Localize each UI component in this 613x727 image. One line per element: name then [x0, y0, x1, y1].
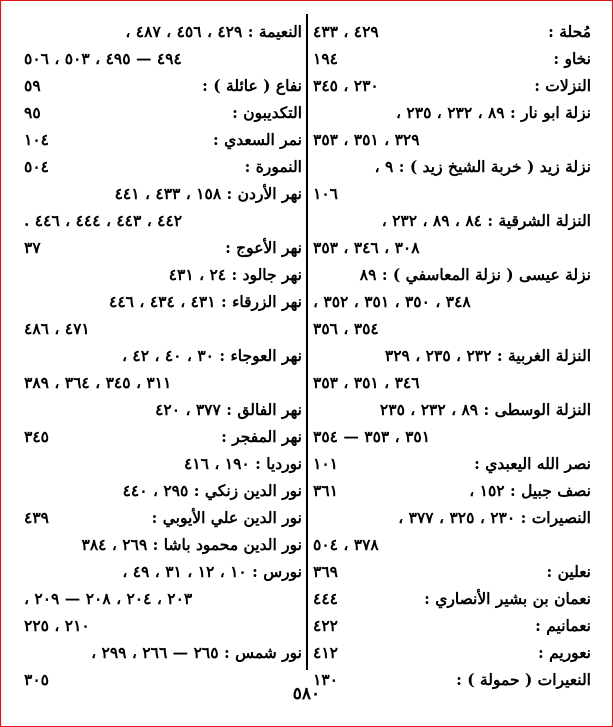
entry-heading: نعلين : [546, 562, 591, 581]
entry-heading: نعوريم : [537, 643, 591, 662]
entry-page-numbers: ٣٤٥ [24, 427, 49, 446]
entry-page-numbers: ٤٢٢ [313, 616, 338, 635]
entry-heading: نصف جبيل : ١٥٢ ، [469, 481, 591, 500]
index-continuation-line: ١٠٦ [313, 184, 338, 203]
entry-heading: نور الدين زنكي : ٢٩٥ ، ٤٤٠ [122, 481, 302, 500]
entry-heading: نمر السعدي : [213, 130, 302, 149]
entry-heading: نور الدين علي الأيوبي : [151, 508, 302, 527]
entry-page-numbers: ٢٣٠ ، ٣٤٥ [313, 76, 379, 95]
index-entry [24, 180, 302, 207]
entry-page-numbers: ٥٠٤ [24, 157, 49, 176]
index-entry [313, 450, 591, 477]
index-continuation-line: ٣٠٨ ، ٣٤٦ ، ٣٥٣ [313, 238, 420, 257]
index-continuation-line: ٣٧٨ ، ٥٠٤ [313, 535, 379, 554]
index-entry [24, 72, 302, 99]
index-entry [313, 45, 591, 72]
index-continuation-line: ٣٠٥ [24, 670, 49, 689]
index-entry [24, 342, 302, 369]
index-entry [24, 531, 302, 558]
index-entry [24, 288, 302, 315]
entry-heading: نهر الزرقاء : ٤٣١ ، ٤٣٤ ، ٤٤٦ [109, 292, 302, 311]
entry-page-numbers: ١٩٤ [313, 49, 338, 68]
entry-heading: النزلة الغربية : ٢٣٢ ، ٢٣٥ ، ٣٢٩ [384, 346, 591, 365]
entry-heading: النصيرات : ٢٣٠ ، ٣٢٥ ، ٣٧٧ ، [398, 508, 591, 527]
entry-heading: النزلة الوسطى : ٨٩ ، ٢٣٢ ، ٢٣٥ [379, 400, 591, 419]
index-entry [24, 126, 302, 153]
entry-heading: نخاو : [553, 49, 591, 68]
index-entry [313, 99, 591, 126]
entry-heading: نزلة ابو نار : ٨٩ ، ٢٣٢ ، ٢٣٥ ، [396, 103, 591, 122]
index-entry [24, 423, 302, 450]
entry-heading: التكديبون : [232, 103, 302, 122]
entry-heading: النزلات : [534, 76, 591, 95]
index-continuation-line: ٣٤٨ ، ٣٥٠ ، ٣٥١ ، ٣٥٢ ، [313, 292, 471, 311]
page-number: ٥٨٠ [292, 684, 321, 704]
entry-heading: النمورة : [244, 157, 302, 176]
entry-page-numbers: ٣٦٩ [313, 562, 338, 581]
entry-page-numbers: ١٠٤ [24, 130, 49, 149]
index-continuation-line: ٣٤٦ ، ٣٥١ ، ٣٥٣ [313, 373, 420, 392]
column-divider [306, 14, 308, 670]
index-entry [313, 504, 591, 531]
entry-page-numbers: ٤١٢ [313, 643, 338, 662]
entry-heading: نور الدين محمود باشا : ٢٦٩ ، ٣٨٤ [81, 535, 302, 554]
index-entry [313, 585, 591, 612]
entry-page-numbers: ٤٤٤ [313, 589, 338, 608]
index-entry [24, 261, 302, 288]
index-continuation-line: ٣٥١ ، ٣٥٣ — ٣٥٤ [313, 427, 431, 446]
index-entry [313, 396, 591, 423]
index-continuation-line: ٣٢٩ ، ٣٥١ ، ٣٥٣ [313, 130, 420, 149]
entry-heading: نهر الأعوج : [225, 238, 302, 257]
index-entry [313, 153, 591, 180]
index-continuation-line: ٤٧١ ، ٤٨٦ [24, 319, 90, 338]
index-entry [313, 477, 591, 504]
entry-page-numbers: ٤٢٩ ، ٤٣٣ [313, 22, 379, 41]
entry-heading: نزلة عيسى ( نزلة المعاسفي ) : ٨٩ [359, 265, 591, 284]
index-continuation-line: ٤٤٢ ، ٤٤٣ ، ٤٤٤ ، ٤٤٦ . [24, 211, 183, 230]
entry-heading: نزلة زيد ( خربة الشيخ زيد ) : ٩ ، [374, 157, 591, 176]
entry-heading: نهر الفالق : ٣٧٧ ، ٤٢٠ [155, 400, 302, 419]
index-entry [24, 558, 302, 585]
index-entry [313, 612, 591, 639]
entry-heading: نعمانيم : [535, 616, 591, 635]
index-continuation-line: ٢١٠ ، ٢٢٥ [24, 616, 90, 635]
entry-heading: نصر الله اليعبدي : [474, 454, 591, 473]
index-entry [313, 558, 591, 585]
index-entry [313, 261, 591, 288]
index-entry [313, 207, 591, 234]
index-continuation-line: ٣٥٤ ، ٣٥٦ [313, 319, 379, 338]
index-entry [24, 450, 302, 477]
index-entry [313, 342, 591, 369]
entry-heading: نهر المفجر : [221, 427, 302, 446]
entry-heading: نفاع ( عائلة ) : [202, 76, 302, 95]
index-continuation-line: ٣١١ ، ٣٤٥ ، ٣٦٤ ، ٣٨٩ [24, 373, 172, 392]
index-column-right [313, 18, 591, 693]
entry-page-numbers: ١٠١ [313, 454, 338, 473]
entry-heading: نهر الأردن : ١٥٨ ، ٤٣٣ ، ٤٤١ [114, 184, 302, 203]
index-entry [24, 18, 302, 45]
entry-heading: النزلة الشرقية : ٨٤ ، ٨٩ ، ٢٣٢ ، [381, 211, 591, 230]
entry-page-numbers: ٤٣٩ [24, 508, 49, 527]
entry-heading: نهر العوجاء : ٣٠ ، ٤٠ ، ٤٢ ، [122, 346, 302, 365]
entry-page-numbers: ١٣٠ [313, 670, 338, 689]
index-entry [24, 153, 302, 180]
entry-page-numbers: ٣٦١ [313, 481, 338, 500]
index-entry [24, 396, 302, 423]
entry-page-numbers: ٣٧ [24, 238, 41, 257]
entry-heading: نعمان بن بشير الأنصاري : [424, 589, 591, 608]
entry-heading: نور شمس : ٢٦٥ — ٢٦٦ ، ٢٩٩ ، [91, 643, 302, 662]
index-continuation-line: ٢٠٣ ، ٢٠٤ ، ٢٠٨ — ٢٠٩ ، [24, 589, 193, 608]
entry-heading: النعيمة : ٤٢٩ ، ٤٥٦ ، ٤٨٧ ، [125, 22, 302, 41]
entry-page-numbers: ٩٥ [24, 103, 41, 122]
entry-heading: نورس : ١٠ ، ١٢ ، ٣١ ، ٤٩ ، [122, 562, 302, 581]
index-entry [313, 72, 591, 99]
entry-heading: النعيرات ( حمولة ) : [456, 670, 591, 689]
entry-heading: نهر جالود : ٢٤ ، ٤٣١ [168, 265, 302, 284]
index-entry [24, 504, 302, 531]
index-entry [24, 477, 302, 504]
index-column-left [24, 18, 302, 693]
index-entry [24, 234, 302, 261]
index-entry [24, 639, 302, 666]
index-continuation-line: ٤٩٤ — ٤٩٥ ، ٥٠٣ ، ٥٠٦ [24, 49, 182, 68]
entry-page-numbers: ٥٩ [24, 76, 41, 95]
index-entry [313, 18, 591, 45]
index-entry [313, 639, 591, 666]
index-entry [24, 99, 302, 126]
entry-heading: مُحلة : [548, 22, 591, 41]
entry-heading: نورديا : ١٩٠ ، ٤١٦ [183, 454, 302, 473]
